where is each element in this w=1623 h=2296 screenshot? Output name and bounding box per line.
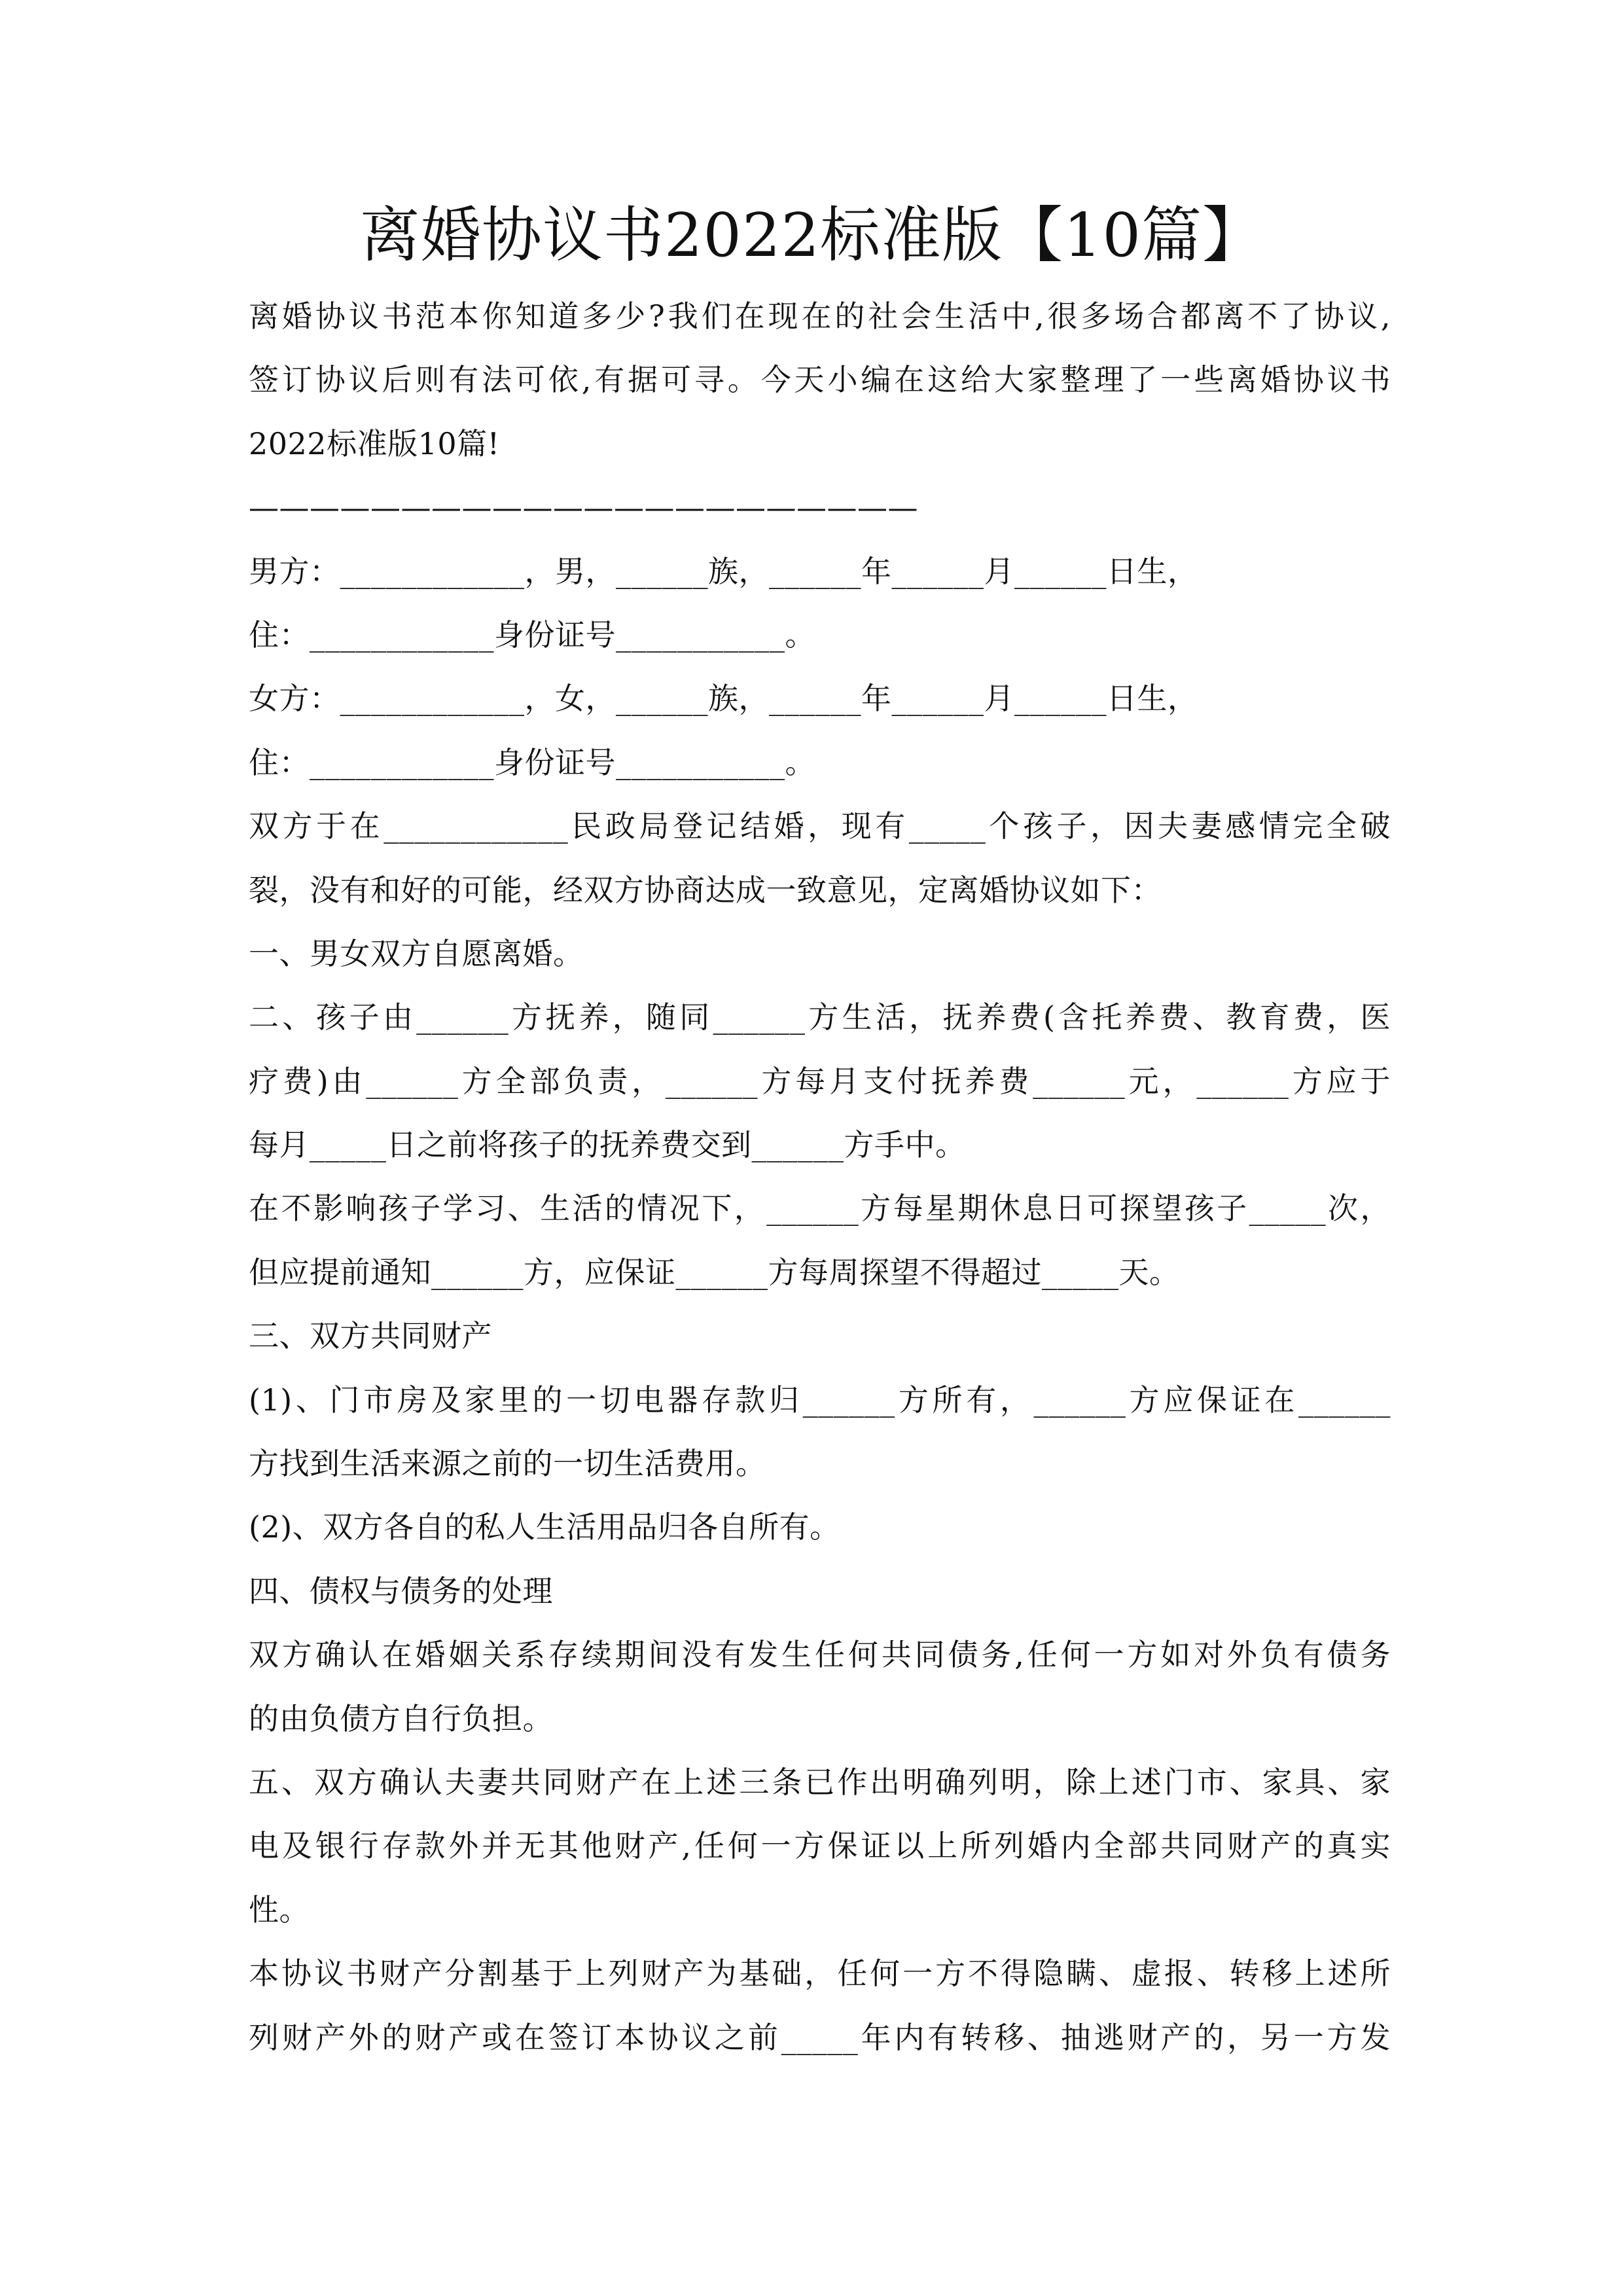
document-body (249, 285, 1391, 2070)
body-line: 电及银行存款外并无其他财产,任何一方保证以上所列婚内全部共同财产的真实 (249, 1828, 1391, 1864)
body-line: 签订协议后则有法可依,有据可寻。今天小编在这给大家整理了一些离婚协议书 (249, 362, 1391, 398)
body-line: 本协议书财产分割基于上列财产为基础，任何一方不得隐瞒、虚报、转移上述所 (249, 1956, 1391, 1992)
body-line: 但应提前通知______方，应保证______方每周探望不得超过_____天。 (249, 1254, 1180, 1290)
body-line: 疗费)由______方全部负责，______方每月支付抚养费______元，______方应于 (249, 1063, 1391, 1099)
body-line: 一、男女双方自愿离婚。 (249, 935, 584, 971)
body-line: 住：____________身份证号___________。 (249, 617, 815, 653)
body-line: (1)、门市房及家里的一切电器存款归______方所有，______方应保证在______ (249, 1382, 1391, 1418)
body-line: 列财产外的财产或在签订本协议之前_____年内有转移、抽逃财产的，另一方发 (249, 2019, 1391, 2055)
body-line: 的由负债方自行负担。 (249, 1700, 553, 1736)
body-line: (2)、双方各自的私人生活用品归各自所有。 (249, 1509, 840, 1545)
body-line: 双方于在____________民政局登记结婚，现有_____个孩子，因夫妻感情完全破 (249, 808, 1391, 844)
body-line: 女方：____________，女，______族，______年______月______日生， (249, 681, 1198, 717)
body-line: 双方确认在婚姻关系存续期间没有发生任何共同债务,任何一方如对外负有债务 (249, 1637, 1391, 1673)
body-line: 裂，没有和好的可能，经双方协商达成一致意见，定离婚协议如下： (249, 872, 1162, 908)
body-line: 性。 (249, 1892, 310, 1928)
body-line: 在不影响孩子学习、生活的情况下，______方每星期休息日可探望孩子_____次， (249, 1191, 1391, 1227)
body-line: 二、孩子由______方抚养，随同______方生活，抚养费(含托养费、教育费，医 (249, 999, 1391, 1035)
body-line: 三、双方共同财产 (249, 1318, 492, 1354)
body-line: 男方：____________，男，______族，______年______月______日生， (249, 553, 1198, 589)
body-line: 方找到生活来源之前的一切生活费用。 (249, 1446, 766, 1482)
body-line: 五、双方确认夫妻共同财产在上述三条已作出明确列明，除上述门市、家具、家 (249, 1764, 1391, 1800)
body-line: 2022标准版10篇! (249, 425, 500, 461)
body-line: 离婚协议书范本你知道多少?我们在现在的社会生活中,很多场合都离不了协议, (249, 298, 1391, 334)
body-line: —————————————————————— (249, 490, 918, 526)
document-title: 离婚协议书2022标准版【10篇】 (359, 200, 1264, 270)
body-line: 四、债权与债务的处理 (249, 1573, 553, 1609)
body-line: 每月_____日之前将孩子的抚养费交到______方手中。 (249, 1127, 966, 1163)
body-line: 住：____________身份证号___________。 (249, 744, 815, 780)
